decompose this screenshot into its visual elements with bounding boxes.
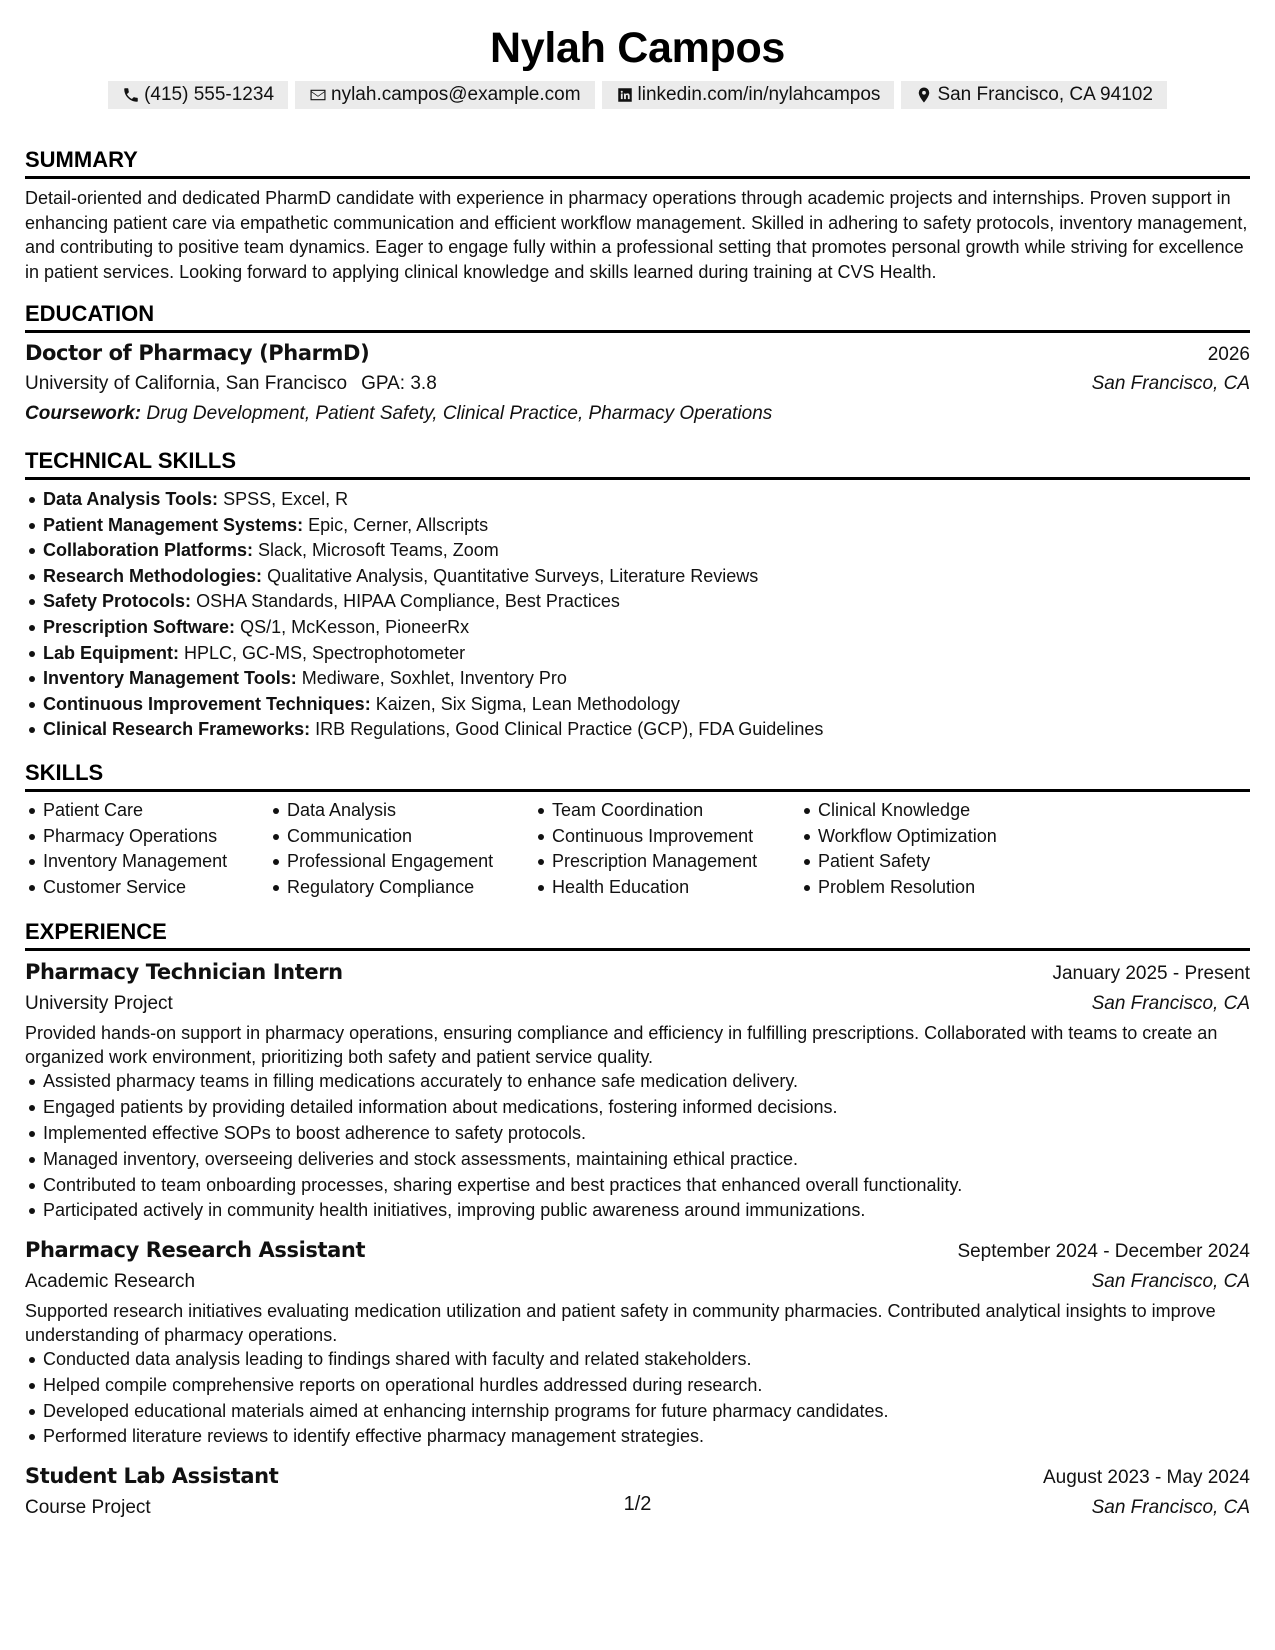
job-bullet: Developed educational materials aimed at enhancing internship programs for future pharmacy candidates. <box>43 1399 1250 1425</box>
skill-item: Professional Engagement <box>287 849 534 875</box>
job-bullet: Helped compile comprehensive reports on operational hurdles addressed during research. <box>43 1373 1250 1399</box>
technical-skill-value: Qualitative Analysis, Quantitative Surveys, Literature Reviews <box>267 565 759 586</box>
job-dates: January 2025 - Present <box>1052 963 1250 985</box>
experience-list <box>25 957 1250 1523</box>
technical-skill-value: Slack, Microsoft Teams, Zoom <box>258 540 499 561</box>
job-bullet: Managed inventory, overseeing deliveries and stock assessments, maintaining ethical practice. <box>43 1147 1250 1173</box>
email-text: nylah.campos@example.com <box>331 84 581 105</box>
graduation-year: 2026 <box>1207 344 1250 365</box>
job-bullet: Performed literature reviews to identify effective pharmacy management strategies. <box>43 1424 1250 1450</box>
skills-column <box>25 798 269 900</box>
candidate-name: Nylah Campos <box>489 24 786 72</box>
technical-skill-value: IRB Regulations, Good Clinical Practice (GCP), FDA Guidelines <box>315 719 824 740</box>
technical-skill-label: Inventory Management Tools: <box>43 668 297 689</box>
technical-skill-label: Data Analysis Tools: <box>43 489 219 509</box>
skill-item: Regulatory Compliance <box>287 875 534 901</box>
contact-location[interactable] <box>901 81 1166 109</box>
envelope-icon <box>309 86 327 104</box>
job-location: San Francisco, CA <box>1091 1271 1250 1293</box>
job-bullet: Participated actively in community health initiatives, improving public awareness around immunizations. <box>43 1198 1250 1224</box>
technical-skill-item <box>43 666 1250 692</box>
job-dates: September 2024 - December 2024 <box>957 1241 1250 1263</box>
technical-skill-label: Safety Protocols: <box>43 591 192 612</box>
skill-item: Problem Resolution <box>818 875 1078 901</box>
skill-item: Clinical Knowledge <box>818 798 1078 824</box>
job-organization: University Project <box>25 993 173 1015</box>
coursework-list: Drug Development, Patient Safety, Clinical Practice, Pharmacy Operations <box>146 403 773 424</box>
school-info <box>25 369 437 399</box>
job-summary: Provided hands-on support in pharmacy operations, ensuring compliance and efficiency in fulfilling prescriptions. Collaborated with teams to create an organized work environment, prioritizing both safety and patient service quality. <box>25 1023 1218 1068</box>
contact-phone[interactable] <box>108 81 288 109</box>
skill-item: Customer Service <box>43 875 269 901</box>
resume-page <box>25 0 1250 1523</box>
technical-skill-value: QS/1, McKesson, PioneerRx <box>240 616 470 637</box>
page-number: 1/2 <box>623 1493 652 1515</box>
technical-skill-item <box>43 717 1250 743</box>
coursework <box>25 399 1250 429</box>
job-bullet: Engaged patients by providing detailed information about medications, fostering informed decisions. <box>43 1095 1250 1121</box>
location-text: San Francisco, CA 94102 <box>937 84 1153 105</box>
skill-item: Team Coordination <box>552 798 800 824</box>
job-bullet: Assisted pharmacy teams in filling medications accurately to enhance safe medication delivery. <box>43 1069 1250 1095</box>
coursework-label: Coursework: <box>25 403 142 424</box>
job-entry <box>25 1235 1250 1450</box>
technical-skill-value: OSHA Standards, HIPAA Compliance, Best Practices <box>196 591 620 612</box>
job-bullets <box>25 1069 1250 1224</box>
technical-skill-label: Prescription Software: <box>43 616 236 637</box>
skills-column <box>800 798 1078 900</box>
job-organization: Course Project <box>25 1497 151 1519</box>
school-location: San Francisco, CA <box>1091 373 1250 394</box>
technical-skill-value: Kaizen, Six Sigma, Lean Methodology <box>375 693 680 714</box>
job-summary: Supported research initiatives evaluating medication utilization and patient safety in community pharmacies. Contributed analytical insights to improve understanding of pharmacy operations. <box>25 1301 1216 1346</box>
technical-skill-item <box>43 564 1250 590</box>
job-sub-row <box>25 989 1250 1019</box>
job-title: Student Lab Assistant <box>25 1464 279 1489</box>
technical-skill-label: Patient Management Systems: <box>43 514 304 535</box>
job-location: San Francisco, CA <box>1091 993 1250 1015</box>
job-header-row <box>25 1235 1250 1267</box>
technical-skills-list <box>25 487 1250 743</box>
technical-skill-label: Clinical Research Frameworks: <box>43 719 311 740</box>
job-bullets <box>25 1347 1250 1450</box>
skill-item: Communication <box>287 824 534 850</box>
summary-text: Detail-oriented and dedicated PharmD candidate with experience in pharmacy operations through academic projects and internships. Proven support in enhancing patient care via empathetic communication and efficient workflow management. Skilled in adhering to safety protocols, inventory management, and contributing to positive team dynamics. Eager to engage fully within a professional setting that promotes personal growth while striving for excellence in patient services. Looking forward to applying clinical knowledge and skills learned during training at CVS Health. <box>25 188 1248 282</box>
skill-item: Health Education <box>552 875 800 901</box>
skill-item: Workflow Optimization <box>818 824 1078 850</box>
phone-icon <box>122 86 140 104</box>
technical-skill-item <box>43 615 1250 641</box>
experience-heading: EXPERIENCE <box>25 918 1250 951</box>
skill-item: Data Analysis <box>287 798 534 824</box>
skill-item: Continuous Improvement <box>552 824 800 850</box>
job-sub-row <box>25 1267 1250 1297</box>
skill-item: Pharmacy Operations <box>43 824 269 850</box>
job-location: San Francisco, CA <box>1091 1497 1250 1519</box>
job-dates: August 2023 - May 2024 <box>1042 1467 1250 1489</box>
skills-column <box>269 798 534 900</box>
technical-skill-value: Epic, Cerner, Allscripts <box>308 514 489 535</box>
technical-skills-heading: TECHNICAL SKILLS <box>25 447 1250 480</box>
contact-email[interactable] <box>295 81 595 109</box>
technical-skill-item <box>43 538 1250 564</box>
technical-skill-item <box>43 589 1250 615</box>
skill-item: Patient Care <box>43 798 269 824</box>
skill-item: Prescription Management <box>552 849 800 875</box>
gpa: GPA: 3.8 <box>361 373 437 394</box>
technical-skill-item <box>43 641 1250 667</box>
education-heading: EDUCATION <box>25 300 1250 333</box>
education-sub-row <box>25 369 1250 399</box>
technical-skill-label: Research Methodologies: <box>43 565 263 586</box>
skills-column <box>534 798 800 900</box>
technical-skill-item <box>43 513 1250 539</box>
phone-text: (415) 555-1234 <box>144 84 275 105</box>
technical-skill-label: Lab Equipment: <box>43 642 179 663</box>
technical-skill-value: HPLC, GC-MS, Spectrophotometer <box>184 642 466 663</box>
linkedin-icon <box>616 86 634 104</box>
school-name: University of California, San Francisco <box>25 373 348 394</box>
technical-skill-label: Collaboration Platforms: <box>43 540 254 561</box>
technical-skill-item <box>43 487 1250 513</box>
contact-bar <box>25 81 1250 109</box>
skill-item: Inventory Management <box>43 849 269 875</box>
technical-skill-label: Continuous Improvement Techniques: <box>43 693 371 714</box>
map-pin-icon <box>915 86 933 104</box>
job-entry <box>25 957 1250 1224</box>
job-title: Pharmacy Technician Intern <box>25 960 343 985</box>
education-header-row <box>25 339 1250 369</box>
job-bullet: Implemented effective SOPs to boost adherence to safety protocols. <box>43 1121 1250 1147</box>
job-header-row <box>25 957 1250 989</box>
skills-grid <box>25 798 1250 900</box>
technical-skill-value: SPSS, Excel, R <box>223 489 349 509</box>
summary-heading: SUMMARY <box>25 146 1250 179</box>
skill-item: Patient Safety <box>818 849 1078 875</box>
contact-linkedin[interactable] <box>602 81 895 109</box>
job-header-row <box>25 1461 1250 1493</box>
job-title: Pharmacy Research Assistant <box>25 1238 366 1263</box>
job-organization: Academic Research <box>25 1271 196 1293</box>
skills-heading: SKILLS <box>25 759 1250 792</box>
linkedin-text: linkedin.com/in/nylahcampos <box>637 84 881 105</box>
technical-skill-item <box>43 692 1250 718</box>
degree-title: Doctor of Pharmacy (PharmD) <box>25 341 370 365</box>
job-bullet: Conducted data analysis leading to findings shared with faculty and related stakeholders. <box>43 1347 1250 1373</box>
technical-skill-value: Mediware, Soxhlet, Inventory Pro <box>301 668 567 689</box>
job-bullet: Contributed to team onboarding processes, sharing expertise and best practices that enhanced overall functionality. <box>43 1173 1250 1199</box>
